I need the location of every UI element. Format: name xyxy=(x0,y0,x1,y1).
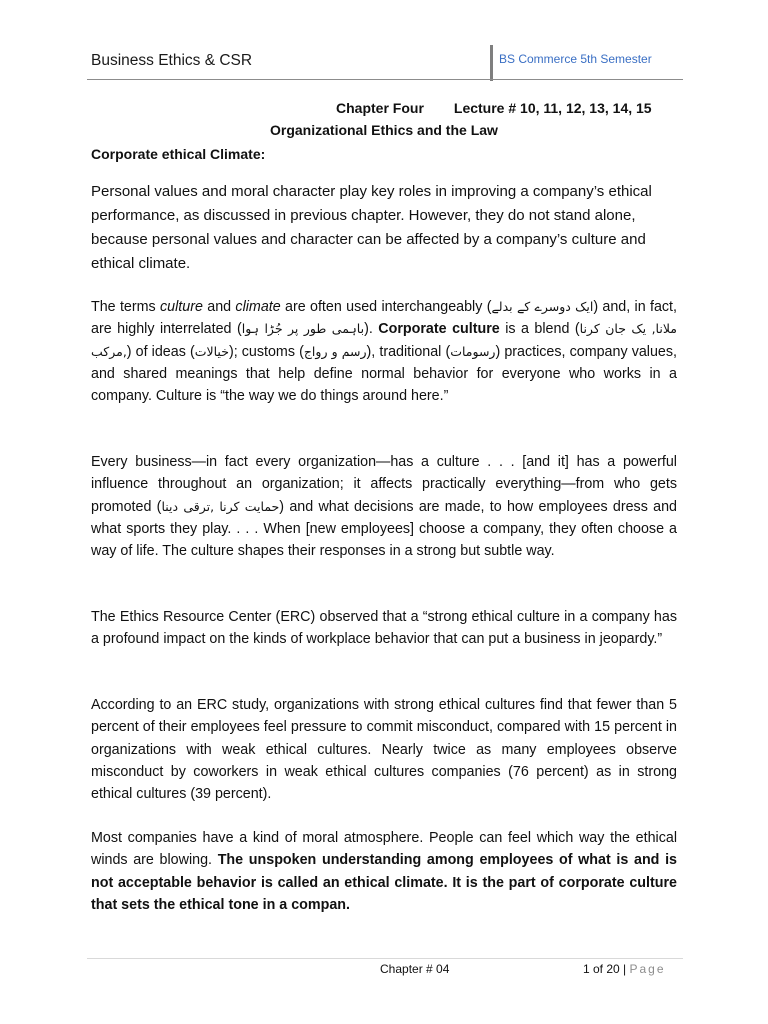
footer-page-number: 1 of 20 | Page xyxy=(583,962,666,976)
footer-page-word: Page xyxy=(629,962,666,976)
chapter-subtitle: Organizational Ethics and the Law xyxy=(270,122,498,138)
urdu-gloss: حمایت کرنا ,ترقی دینا xyxy=(161,498,280,514)
paragraph-4: The Ethics Resource Center (ERC) observed that a “strong ethical culture in a company has a profound impact on the kinds of workplace behavior that can put a business in jeopardy.” xyxy=(91,609,677,648)
chapter-title-line xyxy=(336,100,652,116)
paragraph-3: Every business—in fact every organization—has a culture . . . [and it] has a powerful influence throughout an organization; it affects practically everything—from who gets promoted (حمایت کرنا ,ترقی دینا) and what decisions are made, to how employees dress and what sports they play. . . . When [new employees] choose a company, they often choose a way of life. The culture shapes their responses in a strong but subtle way. xyxy=(91,454,677,560)
header-semester: BS Commerce 5th Semester xyxy=(499,52,652,66)
header-divider xyxy=(490,45,493,81)
lecture-label: Lecture # 10, 11, 12, 13, 14, 15 xyxy=(453,100,652,116)
footer-rule xyxy=(87,958,683,959)
urdu-gloss: ملانا, یک جان کرنا ,مرکب xyxy=(91,321,677,359)
term-corporate-culture: Corporate culture xyxy=(378,321,500,338)
urdu-gloss: باہمی طور پر جُڑا ہوا xyxy=(241,321,365,337)
paragraph-1: Personal values and moral character play key roles in improving a company’s ethical performance, as discussed in previous chapter. However, they do not stand alone, because personal values and character can be affected by a company’s culture and ethical climate. xyxy=(91,183,652,272)
urdu-gloss: رسومات xyxy=(450,343,496,359)
urdu-gloss: رسم و رواج xyxy=(303,343,367,359)
urdu-gloss: ایک دوسرے کے بدلے xyxy=(491,299,594,314)
urdu-gloss: خیالات xyxy=(194,343,229,359)
term-climate: climate xyxy=(235,299,281,315)
section-heading: Corporate ethical Climate: xyxy=(91,146,266,162)
ethical-climate-definition: The unspoken understanding among employees of what is and is not acceptable behavior is called an ethical climate. It is the part of corporate culture that sets the ethical tone in a compan. xyxy=(91,852,678,913)
footer-chapter: Chapter # 04 xyxy=(380,962,450,976)
header-course-title: Business Ethics & CSR xyxy=(91,52,253,69)
paragraph-2: The terms culture and climate are often used interchangeably (ایک دوسرے کے بدلے) and, in fact, are highly interrelated (باہمی طور پر جُڑا ہوا). Corporate culture is a blend (ملانا, یک جان کرنا ,مرکب) of ideas (خیالات); customs (رسم و رواج), traditional (رسومات) practices, company values, and shared meanings that help define normal behavior for everyone who works in a company. Culture is “the way we do things around here.” xyxy=(91,299,678,405)
term-culture: culture xyxy=(160,299,203,315)
paragraph-5: According to an ERC study, organizations with strong ethical cultures find that fewer than 5 percent of their employees feel pressure to commit misconduct, compared with 15 percent in organizations with weak ethical cultures. Nearly twice as many employees observe misconduct by coworkers in weak ethical cultures companies (76 percent) as in strong ethical cultures (39 percent). xyxy=(91,697,677,803)
chapter-label: Chapter Four xyxy=(336,100,424,116)
header-rule xyxy=(87,79,683,80)
paragraph-6: Most companies have a kind of moral atmosphere. People can feel which way the ethical winds are blowing. The unspoken understanding among employees of what is and is not acceptable behavior is called an ethical climate. It is the part of corporate culture that sets the ethical tone in a compan. xyxy=(91,830,678,913)
